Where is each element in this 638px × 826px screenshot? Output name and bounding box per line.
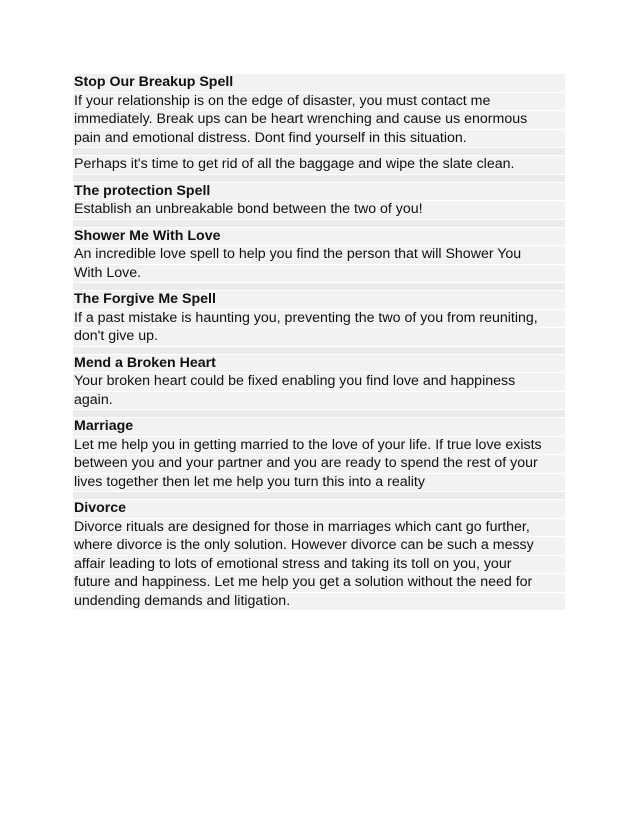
section-title: Divorce <box>73 500 565 519</box>
section-title: Shower Me With Love <box>73 228 565 247</box>
section-title: Stop Our Breakup Spell <box>73 74 565 93</box>
body-text-line: If a past mistake is haunting you, preventing the two of you from reuniting, <box>73 310 565 329</box>
body-text-line: Divorce rituals are designed for those in marriages which cant go further, <box>73 519 565 538</box>
spell-section <box>73 418 565 500</box>
spell-section <box>73 228 565 292</box>
paragraph-spacer <box>73 492 565 500</box>
paragraph-spacer <box>73 410 565 418</box>
body-text-line: If your relationship is on the edge of disaster, you must contact me <box>73 93 565 112</box>
body-text-line: immediately. Break ups can be heart wrenching and cause us enormous <box>73 111 565 130</box>
body-text-line: pain and emotional distress. Dont find yourself in this situation. <box>73 130 565 149</box>
body-text-line: where divorce is the only solution. However divorce can be such a messy <box>73 537 565 556</box>
section-title: Marriage <box>73 418 565 437</box>
spell-section <box>73 291 565 355</box>
spell-section <box>73 156 565 183</box>
body-text-line: Your broken heart could be fixed enabling you find love and happiness <box>73 373 565 392</box>
body-text-line: again. <box>73 392 565 411</box>
body-text-line: Establish an unbreakable bond between the two of you! <box>73 201 565 220</box>
paragraph-spacer <box>73 347 565 355</box>
document-body <box>73 74 565 611</box>
spell-section <box>73 183 565 228</box>
paragraph-spacer <box>73 148 565 156</box>
body-text-line: Let me help you in getting married to the love of your life. If true love exists <box>73 437 565 456</box>
spell-section <box>73 500 565 611</box>
body-text-line: don't give up. <box>73 328 565 347</box>
body-text-line: future and happiness. Let me help you get a solution without the need for <box>73 574 565 593</box>
body-text-line: undending demands and litigation. <box>73 593 565 612</box>
spell-section <box>73 355 565 419</box>
body-text-line: With Love. <box>73 265 565 284</box>
paragraph-spacer <box>73 220 565 228</box>
section-title: The Forgive Me Spell <box>73 291 565 310</box>
paragraph-spacer <box>73 283 565 291</box>
section-title: Mend a Broken Heart <box>73 355 565 374</box>
paragraph-spacer <box>73 175 565 183</box>
body-text-line: affair leading to lots of emotional stress and taking its toll on you, your <box>73 556 565 575</box>
body-text-line: An incredible love spell to help you find the person that will Shower You <box>73 246 565 265</box>
body-text-line: Perhaps it's time to get rid of all the baggage and wipe the slate clean. <box>73 156 565 175</box>
section-title: The protection Spell <box>73 183 565 202</box>
body-text-line: between you and your partner and you are ready to spend the rest of your <box>73 455 565 474</box>
spell-section <box>73 74 565 156</box>
body-text-line: lives together then let me help you turn this into a reality <box>73 474 565 493</box>
